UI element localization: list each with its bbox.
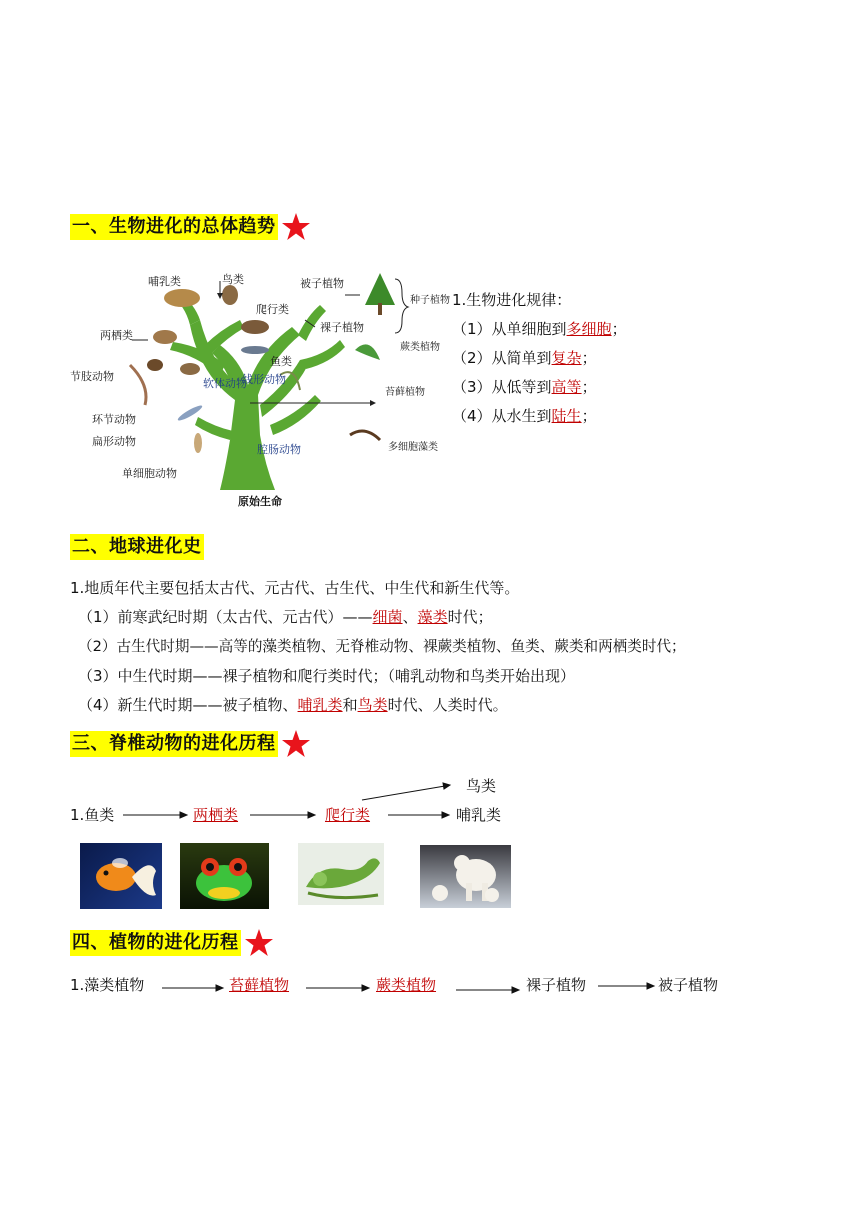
answer: 陆生	[551, 407, 582, 425]
vertebrate-start: 1.鱼类	[70, 806, 115, 824]
answer: 细菌	[372, 608, 403, 626]
plant-step2: 蕨类植物	[376, 976, 437, 994]
answer: 哺乳类	[297, 696, 343, 714]
answer: 高等	[551, 378, 582, 396]
answer: 鸟类	[357, 696, 388, 714]
label-mosses: 苔藓植物	[385, 387, 425, 398]
plant-start: 1.藻类植物	[70, 976, 145, 994]
section3-title: 三、脊椎动物的进化历程	[70, 731, 278, 757]
geology-item-3: （3）中生代时期——裸子植物和爬行类时代；（哺乳动物和鸟类开始出现）	[78, 667, 576, 685]
label-mollusks: 软体动物	[203, 377, 247, 390]
label-angiosperms: 被子植物	[300, 277, 344, 290]
label-protozoa: 单细胞动物	[122, 467, 177, 480]
rule-2: （2）从简单到复杂；	[452, 349, 597, 367]
vertebrate-branch-right: 哺乳类	[456, 806, 502, 824]
section4-title: 四、植物的进化历程	[70, 930, 241, 956]
label-seed-plants: 种子植物	[410, 295, 450, 306]
rule-4: （4）从水生到陆生；	[452, 407, 597, 425]
plant-step3: 裸子植物	[526, 976, 587, 994]
geology-item-4: （4）新生代时期——被子植物、哺乳类和鸟类时代、人类时代。	[78, 696, 508, 714]
label-mammals: 哺乳类	[148, 275, 181, 288]
vertebrate-branch-up: 鸟类	[466, 777, 497, 795]
label-flatworms: 扁形动物	[92, 435, 136, 448]
rules-title: 1.生物进化规律：	[452, 291, 572, 309]
geology-item-2: （2）古生代时期——高等的藻类植物、无脊椎动物、裸蕨类植物、鱼类、蕨类和两栖类时代；	[78, 638, 686, 655]
rule-1: （1）从单细胞到多细胞；	[452, 320, 627, 338]
label-fish: 鱼类	[270, 355, 292, 368]
label-birds: 鸟类	[222, 273, 244, 286]
answer: 藻类	[417, 608, 448, 626]
label-reptiles: 爬行类	[256, 303, 289, 316]
plant-step4: 被子植物	[658, 976, 719, 994]
label-root: 原始生命	[238, 495, 282, 508]
label-annelids: 环节动物	[92, 413, 136, 426]
geology-item-1: （1）前寒武纪时期（太古代、元古代）——细菌、藻类时代；	[78, 608, 493, 626]
label-gymnosperms: 裸子植物	[320, 321, 364, 334]
plant-step1: 苔藓植物	[229, 976, 290, 994]
section2-title: 二、地球进化史	[70, 534, 204, 560]
vertebrate-step2: 爬行类	[325, 806, 371, 824]
label-coelenterates: 腔肠动物	[257, 443, 301, 456]
geology-intro: 1.地质年代主要包括太古代、元古代、古生代、中生代和新生代等。	[70, 579, 520, 597]
label-nematodes: 线形动物	[242, 373, 286, 386]
label-arthropods: 节肢动物	[70, 370, 114, 383]
label-algae: 多细胞藻类	[388, 442, 438, 453]
rule-3: （3）从低等到高等；	[452, 378, 597, 396]
section1-title: 一、生物进化的总体趋势	[70, 214, 278, 240]
label-amphibians: 两栖类	[100, 329, 133, 342]
label-ferns: 蕨类植物	[400, 342, 440, 353]
vertebrate-step1: 两栖类	[193, 806, 239, 824]
answer: 多细胞	[566, 320, 612, 338]
answer: 复杂	[551, 349, 582, 367]
